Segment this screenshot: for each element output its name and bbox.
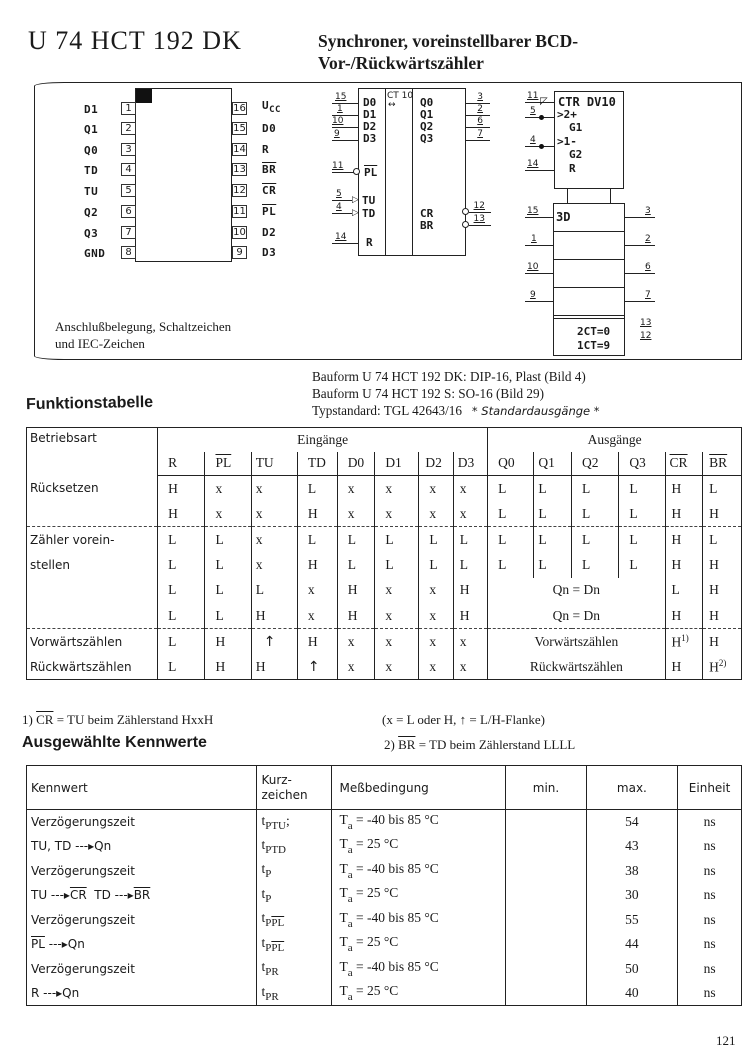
table-row: Verzögerungszeit $t_{PR}$ $T_a = -40$ bis 85 °C 50 ns	[27, 957, 742, 982]
control-label: >1-	[557, 135, 577, 148]
page-subtitle	[318, 30, 578, 74]
pin-number: 3	[645, 206, 651, 216]
col-q1: Q1	[534, 452, 572, 476]
pin-label: $\overline{BR}$	[262, 163, 277, 176]
pin-number: 5	[530, 106, 536, 116]
pin-number: 11	[233, 206, 246, 217]
package-info-line: Typstandard: TGL 42643/16 * Standardausgänge *	[312, 403, 600, 418]
pin-number: 16	[233, 103, 246, 114]
junction-dot-icon	[539, 144, 544, 149]
output-label: Q2	[420, 120, 434, 133]
pin-number: 7	[121, 226, 136, 239]
page-title: U 74 HCT 192 DK	[28, 26, 242, 55]
pin-number: 14	[233, 144, 246, 155]
divider	[412, 88, 413, 256]
rising-edge-icon: ↑	[297, 654, 337, 680]
standard-outputs-note: * Standardausgänge *	[471, 404, 600, 418]
iec-title: CTR DV10	[558, 95, 616, 109]
table-row: Verzögerungszeit $t_{PTU}$; $T_a = -40$ bis 85 °C 54 ns	[27, 810, 742, 835]
input-label: D3	[363, 132, 377, 145]
pin-number: 13	[473, 214, 485, 224]
package-info-line: Bauform U 74 HCT 192 S: SO-16 (Bild 29)	[312, 386, 545, 401]
junction-dot-icon	[539, 115, 544, 120]
table-row: H x x H x x x x L L L L H H	[27, 501, 742, 527]
table-row: Rückwärtszählen L H H ↑ x x x x Rückwärtszählen H $H^{2)}$	[27, 654, 742, 680]
table-row: L L H x H x x H Qn = Dn H H	[27, 603, 742, 629]
dip-package-body	[135, 88, 232, 262]
pin-number: 10	[332, 116, 344, 126]
table-row: Zähler vorein- L L x L L L L L L L L L H L	[27, 527, 742, 553]
table-row: Verzögerungszeit $t_P$ $T_a = -40$ bis 85 °C 38 ns	[27, 859, 742, 884]
pin-label: TU	[84, 185, 99, 198]
pin-label: R	[262, 143, 270, 156]
pin-number: 1	[121, 102, 136, 115]
col-d0: D0	[337, 452, 375, 476]
input-label: D0	[363, 96, 377, 109]
header-mode: Betriebsart	[27, 428, 158, 476]
footnote-2: 2) $\overline{BR}$ = TD beim Zählerstand LLLL	[384, 737, 576, 752]
col-q0: Q0	[488, 452, 534, 476]
pin-number: 2	[477, 104, 483, 114]
pin-number: 8	[121, 246, 136, 259]
dynamic-input-icon: ▷	[352, 195, 359, 205]
pin-number: 14	[335, 232, 347, 242]
header-condition: Meßbedingung	[331, 766, 506, 810]
pin-label: D0	[262, 122, 277, 135]
subtitle-line-2: Vor-/Rückwärtszähler	[318, 53, 484, 73]
header-min: min.	[506, 766, 586, 810]
col-d1: D1	[375, 452, 419, 476]
pin-number: 9	[232, 246, 247, 259]
input-label: D1	[363, 108, 377, 121]
rising-edge-icon: ↑	[251, 629, 297, 655]
col-r: R	[158, 452, 205, 476]
col-d2: D2	[419, 452, 453, 476]
pin-number: 9	[530, 290, 536, 300]
output-label: Q1	[420, 108, 434, 121]
col-q2: Q2	[572, 452, 619, 476]
control-label: >2+	[557, 108, 577, 121]
page-number: 121	[716, 1033, 736, 1048]
subtitle-line-1: Synchroner, voreinstellbarer BCD-	[318, 31, 579, 51]
package-info	[312, 368, 600, 420]
caption-line-2: und IEC-Zeichen	[55, 336, 145, 351]
col-d3: D3	[453, 452, 487, 476]
input-label: TU	[362, 194, 376, 207]
figure-caption	[55, 318, 231, 352]
pin-number: 11	[332, 161, 344, 171]
pin-number: 1	[337, 104, 343, 114]
pin-label: D3	[262, 246, 277, 259]
table-row: stellen L L x H L L L L L L L L H H	[27, 552, 742, 578]
header-inputs: Eingänge	[158, 428, 488, 452]
divider	[385, 88, 386, 256]
pin-number: 13	[233, 164, 246, 175]
table-row: Rücksetzen H x x L x x x x L L L L H L	[27, 476, 742, 502]
pin-number: 9	[334, 129, 340, 139]
pin-number: 7	[477, 129, 483, 139]
pin-label: GND	[84, 247, 106, 260]
pin-label: $\overline{CR}$	[262, 184, 277, 197]
table-row: R ---▸Qn $t_{PR}$ $T_a = 25$ °C 40 ns	[27, 981, 742, 1006]
carry-label: 2CT=0	[577, 325, 611, 338]
pin-label-ucc: $U_{CC}$	[262, 99, 281, 115]
pin-label: Q3	[84, 227, 99, 240]
legend-note: (x = L oder H, ↑ = L/H-Flanke)	[382, 712, 545, 727]
output-label: Q0	[420, 96, 434, 109]
table-row: TU, TD ---▸Qn $t_{PTD}$ $T_a = 25$ °C 43 ns	[27, 834, 742, 859]
table-row: Verzögerungszeit $t_{P\overline{PL}}$ $T_a = -40$ bis 85 °C 55 ns	[27, 908, 742, 933]
output-label: Q3	[420, 132, 434, 145]
carry-label: 1CT=9	[577, 339, 611, 352]
section-title-characteristics: Ausgewählte Kennwerte	[22, 734, 207, 751]
pin-number: 5	[336, 189, 342, 199]
header-unit: Einheit	[678, 766, 742, 810]
pin-number: 6	[645, 262, 651, 272]
pin-number: 5	[121, 184, 136, 197]
col-td: TD	[297, 452, 337, 476]
input-label: TD	[362, 207, 376, 220]
pin-number: 11	[527, 91, 539, 101]
header-param: Kennwert	[27, 766, 257, 810]
pin-number: 4	[121, 163, 136, 176]
pin-number: 6	[121, 205, 136, 218]
table-row: L L L x H x x H Qn = Dn L H	[27, 578, 742, 604]
pin-number: 15	[527, 206, 539, 216]
col-br: $\overline{BR}$	[703, 452, 742, 476]
bidirectional-arrow-icon: ↔	[388, 100, 396, 110]
table-row: TU $---▸\overline{CR}$ TD $---▸\overline{BR}$ $t_P$ $T_a = 25$ °C 30 ns	[27, 883, 742, 908]
footnote-ref: 2)	[718, 657, 727, 668]
pin-number: 4	[530, 135, 536, 145]
pin-label: D2	[262, 226, 277, 239]
header-max: max.	[586, 766, 678, 810]
pin-label: $\overline{PL}$	[262, 205, 277, 218]
counter-label: CT 10	[387, 91, 414, 101]
function-table	[26, 427, 742, 680]
pin-number: 15	[233, 123, 246, 134]
data-label: 3D	[556, 210, 571, 224]
header-outputs: Ausgänge	[488, 428, 742, 452]
section-title-function-table: Funktionstabelle	[25, 393, 154, 414]
inversion-bubble-icon	[353, 168, 360, 175]
pin-number: 3	[477, 92, 483, 102]
pin1-marker	[136, 89, 152, 103]
pin-number: 6	[477, 116, 483, 126]
pin-number: 12	[640, 331, 652, 341]
pin-number: 3	[121, 143, 136, 156]
package-info-line: Bauform U 74 HCT 192 DK: DIP-16, Plast (Bild 4)	[312, 369, 586, 384]
col-cr: $\overline{CR}$	[665, 452, 703, 476]
input-label: R	[366, 236, 373, 249]
pin-number: 10	[233, 227, 246, 238]
pin-label: TD	[84, 164, 99, 177]
pin-number: 4	[336, 202, 342, 212]
table-row: Vorwärtszählen L H ↑ H x x x x Vorwärtszählen $H^{1)}$ H	[27, 629, 742, 655]
pin-number: 10	[527, 262, 539, 272]
output-label: BR	[420, 219, 434, 232]
pin-number: 13	[640, 318, 652, 328]
control-label: G2	[569, 148, 583, 161]
pin-number: 2	[121, 122, 136, 135]
pin-number: 12	[473, 201, 485, 211]
dynamic-input-icon: ◸	[540, 96, 548, 107]
pin-number: 7	[645, 290, 651, 300]
col-q3: Q3	[619, 452, 665, 476]
caption-line-1: Anschlußbelegung, Schaltzeichen	[55, 319, 232, 334]
header-symbol: Kurz- zeichen	[257, 766, 331, 810]
control-label: G1	[569, 121, 583, 134]
pin-number: 2	[645, 234, 651, 244]
footnote-1: 1) $\overline{CR}$ = TU beim Zählerstand HxxH	[22, 712, 214, 727]
pin-label: Q0	[84, 144, 99, 157]
input-label: D2	[363, 120, 377, 133]
characteristics-table	[26, 765, 742, 1006]
pin-label: Q1	[84, 123, 99, 136]
dynamic-input-icon: ▷	[352, 208, 359, 218]
pin-label: Q2	[84, 206, 99, 219]
pin-label: D1	[84, 103, 99, 116]
output-label: CR	[420, 207, 434, 220]
col-tu: TU	[251, 452, 297, 476]
input-label: $\overline{PL}$	[364, 166, 378, 179]
pin-number: 12	[233, 185, 246, 196]
footnote-ref: 1)	[681, 632, 689, 643]
pin-number: 1	[531, 234, 537, 244]
control-label: R	[569, 162, 576, 175]
pin-number: 14	[527, 159, 539, 169]
col-pl: $\overline{PL}$	[205, 452, 251, 476]
table-row: $\overline{PL}$ ---▸Qn $t_{P\overline{PL}}$ $T_a = 25$ °C 44 ns	[27, 932, 742, 957]
pin-number: 15	[335, 92, 347, 102]
